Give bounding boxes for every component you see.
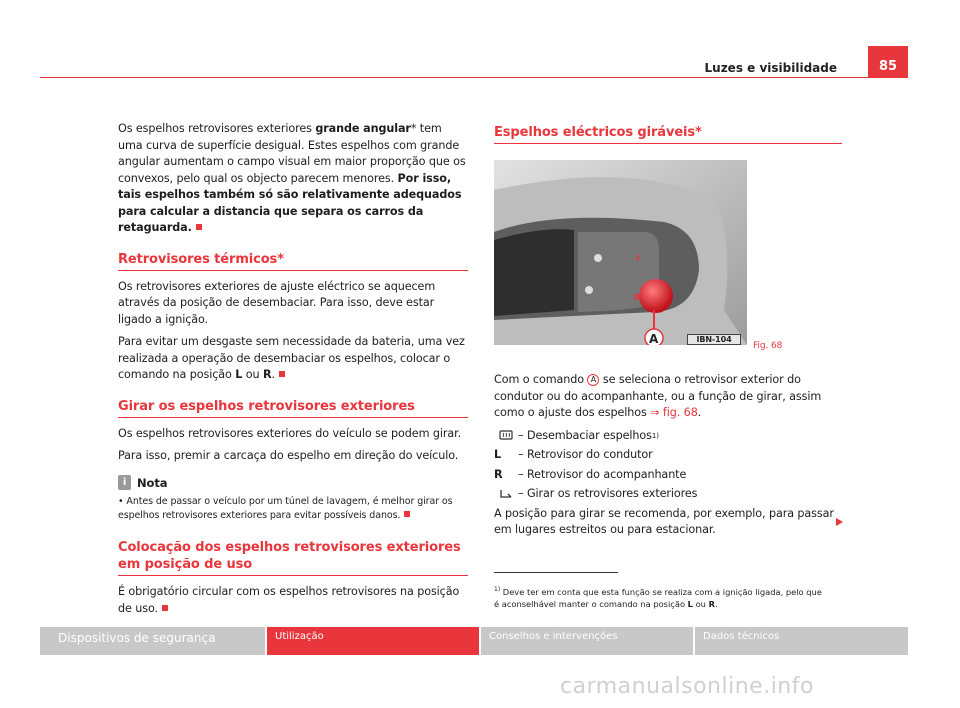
figure-label: Fig. 68 (753, 341, 783, 351)
lock-button-icon (594, 254, 602, 262)
page-number: 85 (868, 46, 908, 78)
knob-label-r: R (634, 293, 641, 302)
callout-a: A (587, 374, 599, 386)
tab-advice[interactable]: Conselhos e intervenções (481, 627, 693, 655)
door-panel-illustration (494, 160, 747, 345)
paragraph-battery: Para evitar um desgaste sem necessidade da bateria, uma vez realizada a operação de desembaciar os espelhos, colocar o comando na posição L ou R. (118, 335, 465, 381)
paragraph-heated: Os retrovisores exteriores de ajuste eléctrico se aquecem através da posição de desembaciar. Para isso, deve estar ligado a ignição. (118, 279, 436, 326)
legend-list (494, 428, 842, 503)
figure-mirror-control (494, 160, 747, 345)
heading-electric-mirrors: Espelhos eléctricos giráveis* (494, 124, 842, 144)
paragraph-fold-2: Para isso, premir a carcaça do espelho em direção do veículo. (118, 449, 459, 462)
note-header (118, 475, 468, 492)
paragraph-fold-position: A posição para girar se recomenda, por exemplo, para passar em lugares estreitos ou para estacionar. (494, 506, 834, 536)
paragraph-wide-angle: Os espelhos retrovisores exteriores grande angular* tem uma curva de superfície desigual. Estes espelhos com grande angular aumentam o campo visual em maior proporção que os convexos, pelo qual os objecto parecem menores. Por isso, tais espelhos também só são relativamente adequados para calcular a distancia que separa os carros da retaguarda. (118, 122, 466, 234)
mirror-knob (639, 279, 673, 313)
section-title: Luzes e visibilidade (704, 61, 837, 75)
watermark: carmanualsonline.info (560, 674, 814, 699)
info-icon: i (118, 475, 131, 490)
legend-item: – Girar os retrovisores exteriores (494, 486, 842, 503)
note-title: Nota (137, 475, 168, 490)
heading-heated-mirrors: Retrovisores térmicos* (118, 251, 468, 271)
paragraph-use: É obrigatório circular com os espelhos retrovisores na posição de uso. (118, 585, 460, 615)
figure-code: IBN-104 (687, 334, 741, 345)
handle-recess (494, 229, 574, 316)
fig-arrow: ⇒ (650, 406, 660, 419)
footnote-rule (494, 572, 618, 573)
right-column (494, 121, 842, 545)
footnote: $^{1)}$ Deve ter em conta que esta função se realiza com a ignição ligada, pelo que é aconselhável manter o comando na posição L ou R. (494, 586, 822, 609)
heading-use-position: Colocação dos espelhos retrovisores exteriores em posição de uso (118, 539, 468, 576)
fold-icon (494, 487, 518, 501)
legend-item: L – Retrovisor do condutor (494, 448, 653, 461)
knob-label-l: L (636, 253, 641, 262)
paragraph-control: Com o comando A se seleciona o retrovisor exterior do condutor ou do acompanhante, ou a função de girar, assim como o ajuste dos espelhos ⇒ fig. 68. (494, 373, 822, 419)
paragraph-fold-1: Os espelhos retrovisores exteriores do veículo se podem girar. (118, 426, 462, 440)
tab-technical-data[interactable]: Dados técnicos (695, 627, 908, 655)
legend-item: R – Retrovisor do acompanhante (494, 467, 687, 481)
header-rule (40, 77, 908, 78)
tab-safety[interactable]: Dispositivos de segurança (40, 627, 265, 655)
fig-link[interactable]: fig. 68 (659, 406, 698, 419)
heading-fold-mirrors: Girar os espelhos retrovisores exteriores (118, 398, 468, 418)
end-marker (279, 371, 285, 377)
continue-arrow-icon (836, 518, 843, 526)
note-text: • Antes de passar o veículo por um túnel de lavagem, é melhor girar os espelhos retrovisores exteriores para evitar possíveis danos. (118, 496, 453, 521)
tab-usage[interactable]: Utilização (267, 627, 479, 655)
end-marker (162, 605, 168, 611)
defrost-icon (494, 429, 518, 443)
figure-wrap (494, 160, 842, 372)
end-marker (196, 224, 202, 230)
end-marker (404, 511, 410, 517)
legend-item: – Desembaciar espelhos 1) (494, 428, 842, 445)
figure-callout-a: A (649, 332, 659, 345)
key-button-icon (585, 286, 593, 294)
left-column (118, 121, 468, 623)
